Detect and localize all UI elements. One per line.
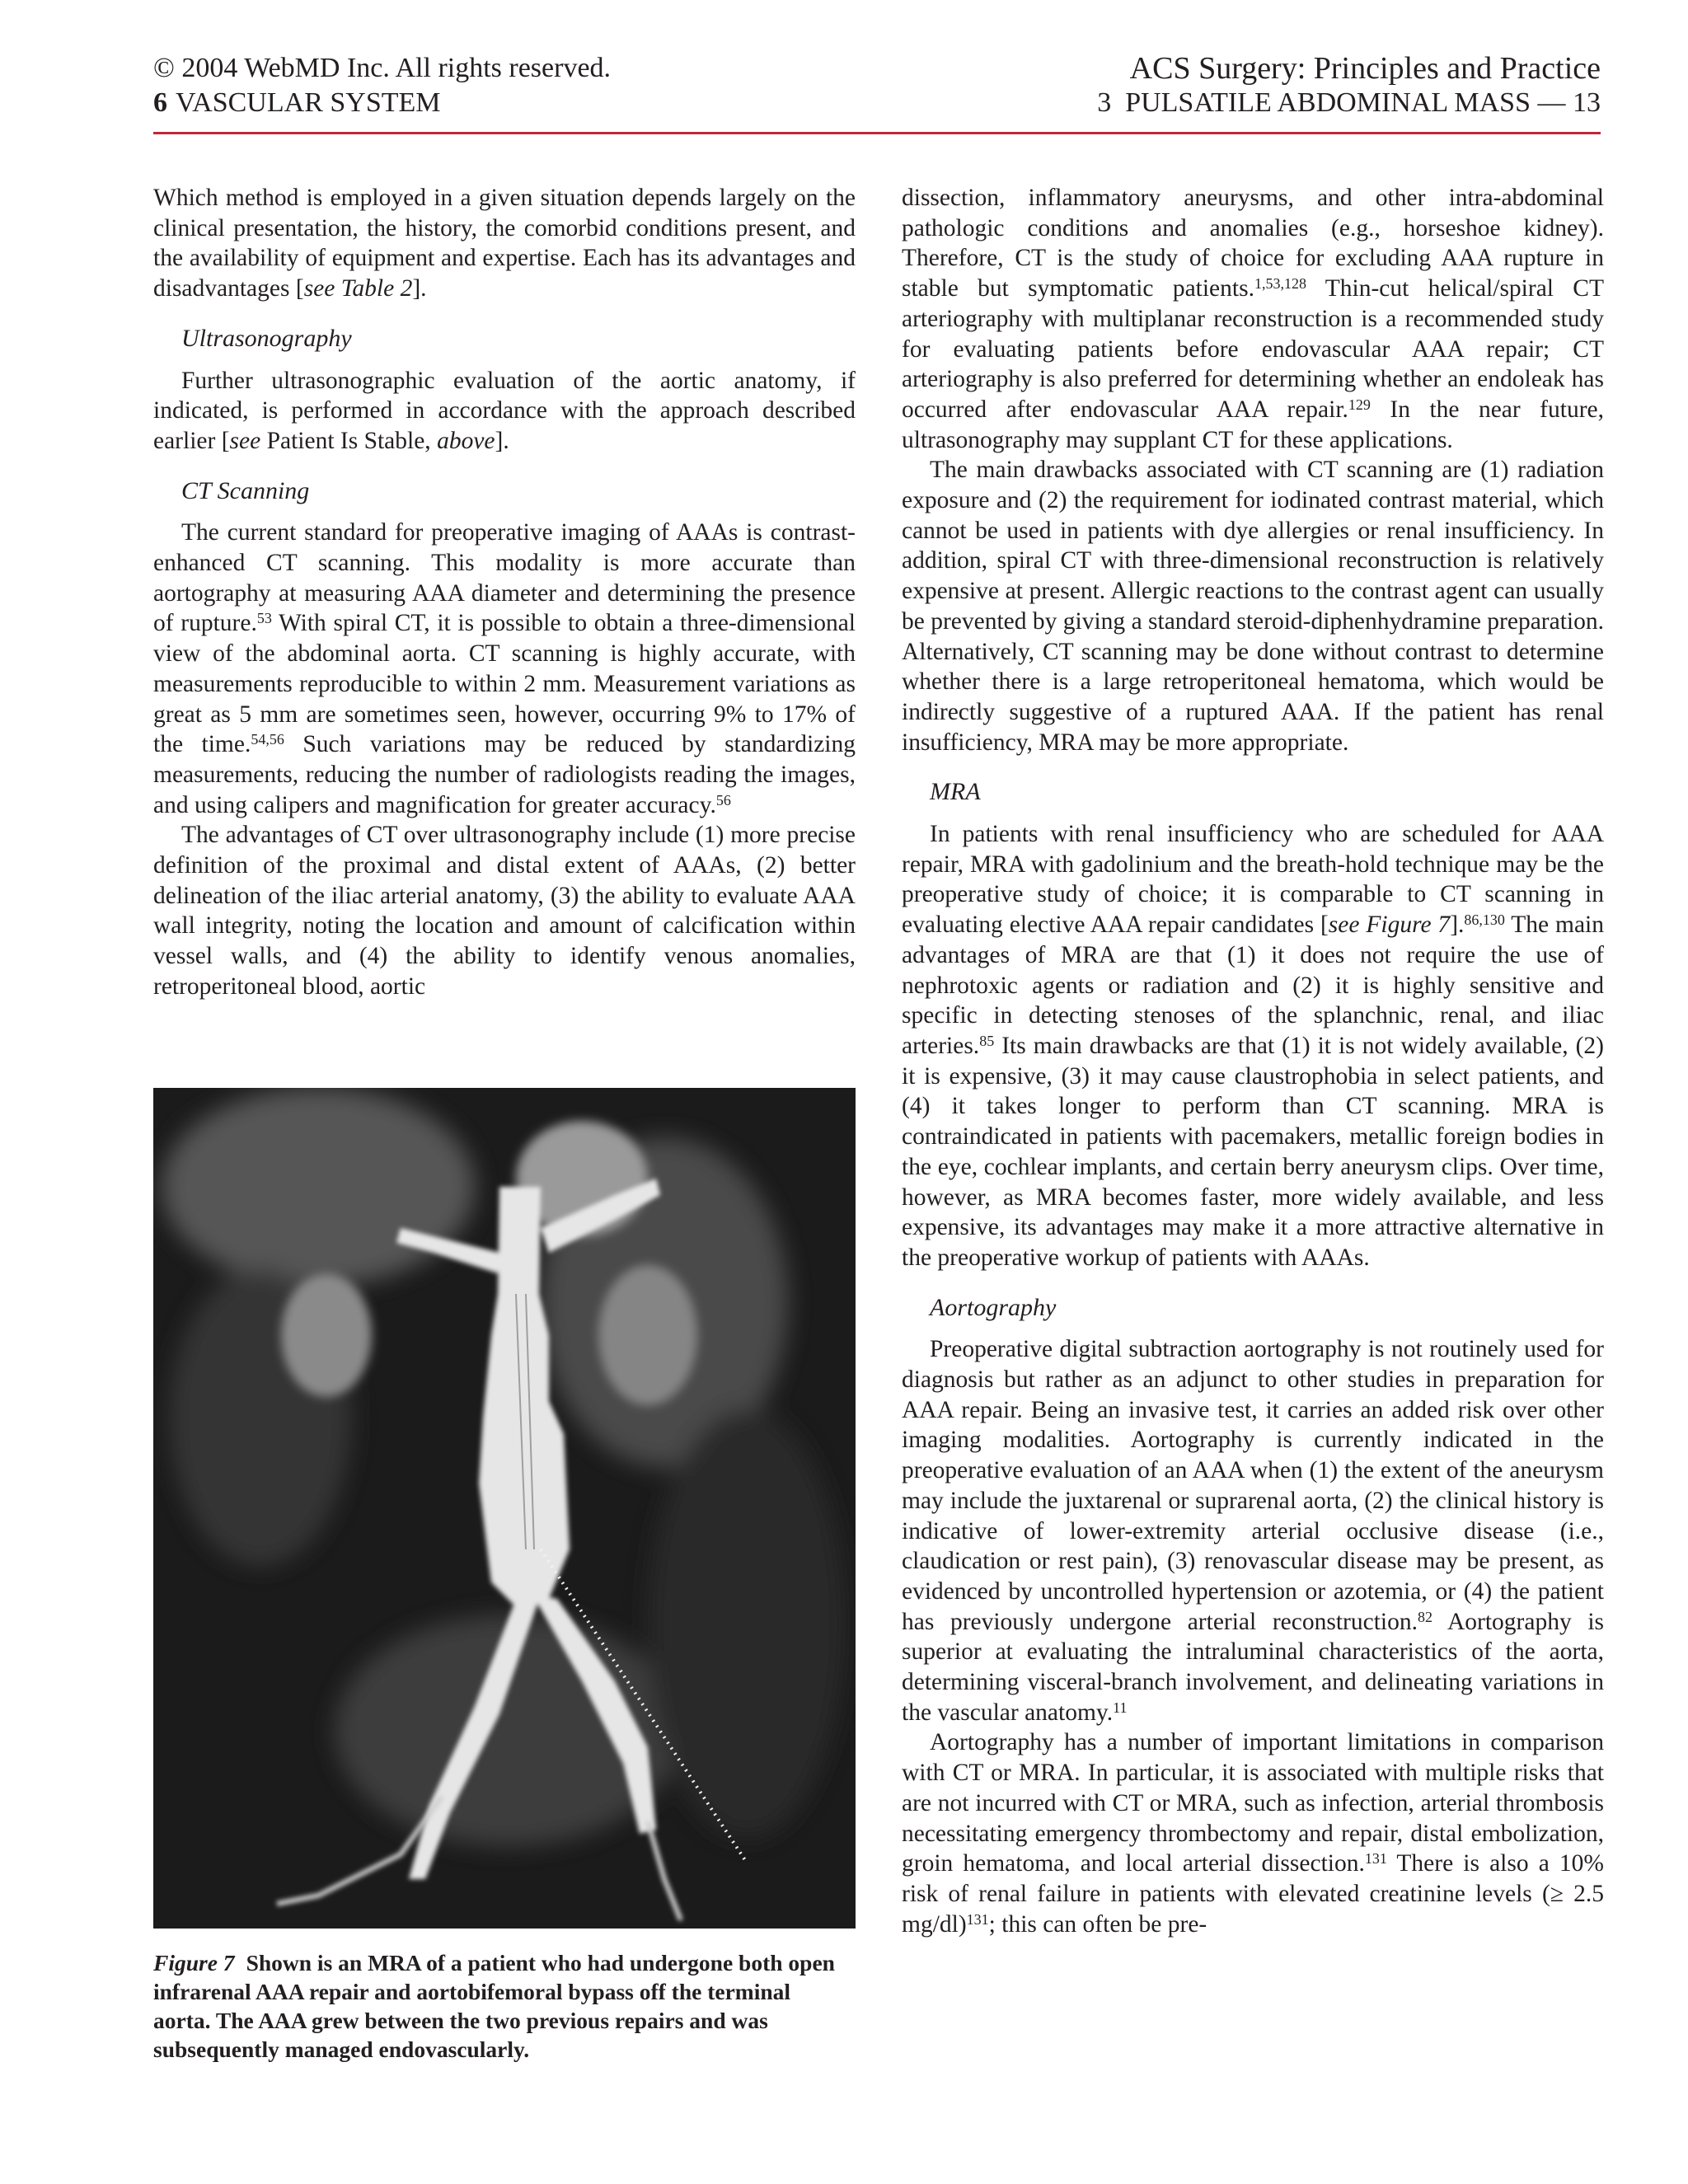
- chapter-title: PULSATILE ABDOMINAL MASS — 13: [1125, 87, 1601, 118]
- reference-superscript: 82: [1417, 1608, 1432, 1625]
- reference-superscript: 129: [1348, 396, 1371, 413]
- section-title: VASCULAR SYSTEM: [176, 87, 441, 118]
- heading-aortography: Aortography: [930, 1293, 1057, 1321]
- reference-superscript: 1,53,128: [1254, 275, 1306, 293]
- paragraph-ct-standard: The current standard for preoperative imaging of AAAs is contrast-enhanced CT scanning. This modality is more accurate than aortography at measuring AAA diameter and determining the presence of rupture.$^{53}$ With spiral CT, it is possible to obtain a three-dimensional view of the abdominal aorta. CT scanning is highly accurate, with measurements reproducible to within 2 mm. Measurement variations as great as 5 mm are sometimes seen, however, occurring 9% to 17% of the time.$^{54,56}$ Such variations may be reduced by standardizing measurements, reducing the number of radiologists reading the images, and using calipers and magnification for greater accuracy.$^{56}$: [153, 519, 856, 818]
- chapter-number: 3: [1097, 87, 1112, 118]
- running-header-left: [153, 51, 611, 120]
- header-rule: [153, 132, 1601, 134]
- figure-label: Figure 7: [153, 1950, 235, 1975]
- cross-ref-table-2[interactable]: see Table 2: [303, 275, 413, 302]
- paragraph-aortography-limitations: Aortography has a number of important limitations in comparison with CT or MRA. In particular, it is associated with multiple risks that are not incurred with CT or MRA, such as infection, arterial thrombosis necessitating emergency thrombectomy and repair, distal embolization, groin hematoma, and local arterial dissection.$^{131}$ There is also a 10% risk of renal failure in patients with elevated creatinine levels (≥ 2.5 mg/dl)$^{131}$; this can often be pre-: [902, 1729, 1604, 1938]
- running-header-right: [1097, 51, 1601, 120]
- paragraph-ct-advantages: The advantages of CT over ultrasonography include (1) more precise definition of the proximal and distal extent of AAAs, (2) better delineation of the iliac arterial anatomy, (3) the ability to evaluate AAA wall integrity, noting the location and amount of calcification within vessel walls, and (4) the ability to identify venous anomalies, retroperitoneal blood, aortic: [153, 822, 856, 1000]
- reference-superscript: 11: [1113, 1699, 1128, 1716]
- paragraph-aortography: Preoperative digital subtraction aortography is not routinely used for diagnosis but rather as an adjunct to other studies in preparation for AAA repair. Being an invasive test, it carries an added risk over other imaging modalities. Aortography is currently indicated in the preoperative evaluation of an AAA when (1) the extent of the aneurysm may include the juxtarenal or suprarenal aorta, (2) the clinical history is indicative of lower-extremity arterial occlusive disease (i.e., claudication or rest pain), (3) renovascular disease may be present, as evidenced by uncontrolled hypertension or azotemia, or (4) the patient has previously undergone arterial reconstruction.$^{82}$ Aortography is superior at evaluating the intraluminal characteristics of the aorta, determining visceral-branch involvement, and delineating variations in the vascular anatomy.$^{11}$: [902, 1336, 1604, 1726]
- section-line: [153, 86, 611, 120]
- reference-superscript: 131: [966, 1910, 989, 1928]
- figure-7-mra-image: [153, 1088, 856, 1929]
- paragraph-ct-continued: dissection, inflammatory aneurysms, and other intra-abdominal pathologic conditions and anomalies (e.g., horseshoe kidney). Therefore, CT is the study of choice for excluding AAA rupture in stable but symptomatic patients.$^{1,53,128}$ Thin-cut helical/spiral CT arteriography with multiplanar reconstruction is a recommended study for evaluating patients before endovascular AAA repair; CT arteriography is also preferred for determining whether an endoleak has occurred after endovascular AAA repair.$^{129}$ In the near future, ultrasonography may supplant CT for these applications.: [902, 185, 1604, 453]
- mra-scan-illustration: [153, 1088, 856, 1929]
- book-title: ACS Surgery: Principles and Practice: [1129, 51, 1601, 86]
- heading-ultrasonography: Ultrasonography: [181, 324, 352, 352]
- caption-text: Shown is an MRA of a patient who had undergone both open infrarenal AAA repair and aortobifemoral bypass off the terminal aorta. The AAA grew between the two previous repairs and was subsequently managed endovascularly.: [153, 1950, 835, 2062]
- figure-7-caption: [153, 1948, 846, 2064]
- heading-ct-scanning: CT Scanning: [181, 476, 310, 504]
- copyright-line: © 2004 WebMD Inc. All rights reserved.: [153, 53, 612, 83]
- reference-superscript: 131: [1364, 1850, 1387, 1868]
- paragraph-ultrasonography: Further ultrasonographic evaluation of the aortic anatomy, if indicated, is performed in accordance with the approach described earlier [see Patient Is Stable, above].: [153, 367, 856, 454]
- cross-ref-patient-stable[interactable]: Patient Is Stable,: [260, 427, 438, 454]
- right-column: [902, 183, 1604, 1939]
- left-column: [153, 183, 856, 1002]
- cross-ref-figure-7[interactable]: see Figure 7: [1328, 912, 1451, 939]
- reference-superscript: 54,56: [251, 731, 284, 748]
- paragraph-method: Which method is employed in a given situation depends largely on the clinical presentation, the history, the comorbid conditions present, and the availability of equipment and expertise. Each has its advantages and disadvantages [see Table 2].: [153, 185, 856, 302]
- reference-superscript: 53: [256, 610, 272, 627]
- reference-superscript: 56: [715, 791, 731, 808]
- paragraph-ct-drawbacks: The main drawbacks associated with CT scanning are (1) radiation exposure and (2) the requirement for iodinated contrast material, which cannot be used in patients with dye allergies or renal insufficiency. In addition, spiral CT with three-dimensional reconstruction is relatively expensive at present. Allergic reactions to the contrast agent can usually be prevented by giving a standard steroid-diphenhydramine preparation. Alternatively, CT scanning may be done without contrast to determine whether there is a large retroperitoneal hematoma, which would be indirectly suggestive of a ruptured AAA. If the patient has renal insufficiency, MRA may be more appropriate.: [902, 457, 1604, 756]
- section-number: 6: [153, 87, 167, 118]
- reference-superscript: 86,130: [1464, 912, 1505, 929]
- chapter-line: [1097, 86, 1601, 120]
- heading-mra: MRA: [930, 778, 981, 806]
- paragraph-mra: In patients with renal insufficiency who are scheduled for AAA repair, MRA with gadolinium and the breath-hold technique may be the preoperative study of choice; it is comparable to CT scanning in evaluating elective AAA repair candidates [see Figure 7].$^{86,130}$ The main advantages of MRA are that (1) it does not require the use of nephrotoxic agents or radiation and (2) it is highly sensitive and specific in detecting stenoses of the splanchnic, renal, and iliac arteries.$^{85}$ Its main drawbacks are that (1) it is not widely available, (2) it is expensive, (3) it may cause claustrophobia in select patients, and (4) it takes longer to perform than CT scanning. MRA is contraindicated in patients with pacemakers, metallic foreign bodies in the eye, cochlear implants, and certain berry aneurysm clips. Over time, however, as MRA becomes faster, more widely available, and less expensive, its advantages may make it a more attractive alternative in the preoperative workup of patients with AAAs.: [902, 821, 1604, 1271]
- reference-superscript: 85: [979, 1032, 995, 1049]
